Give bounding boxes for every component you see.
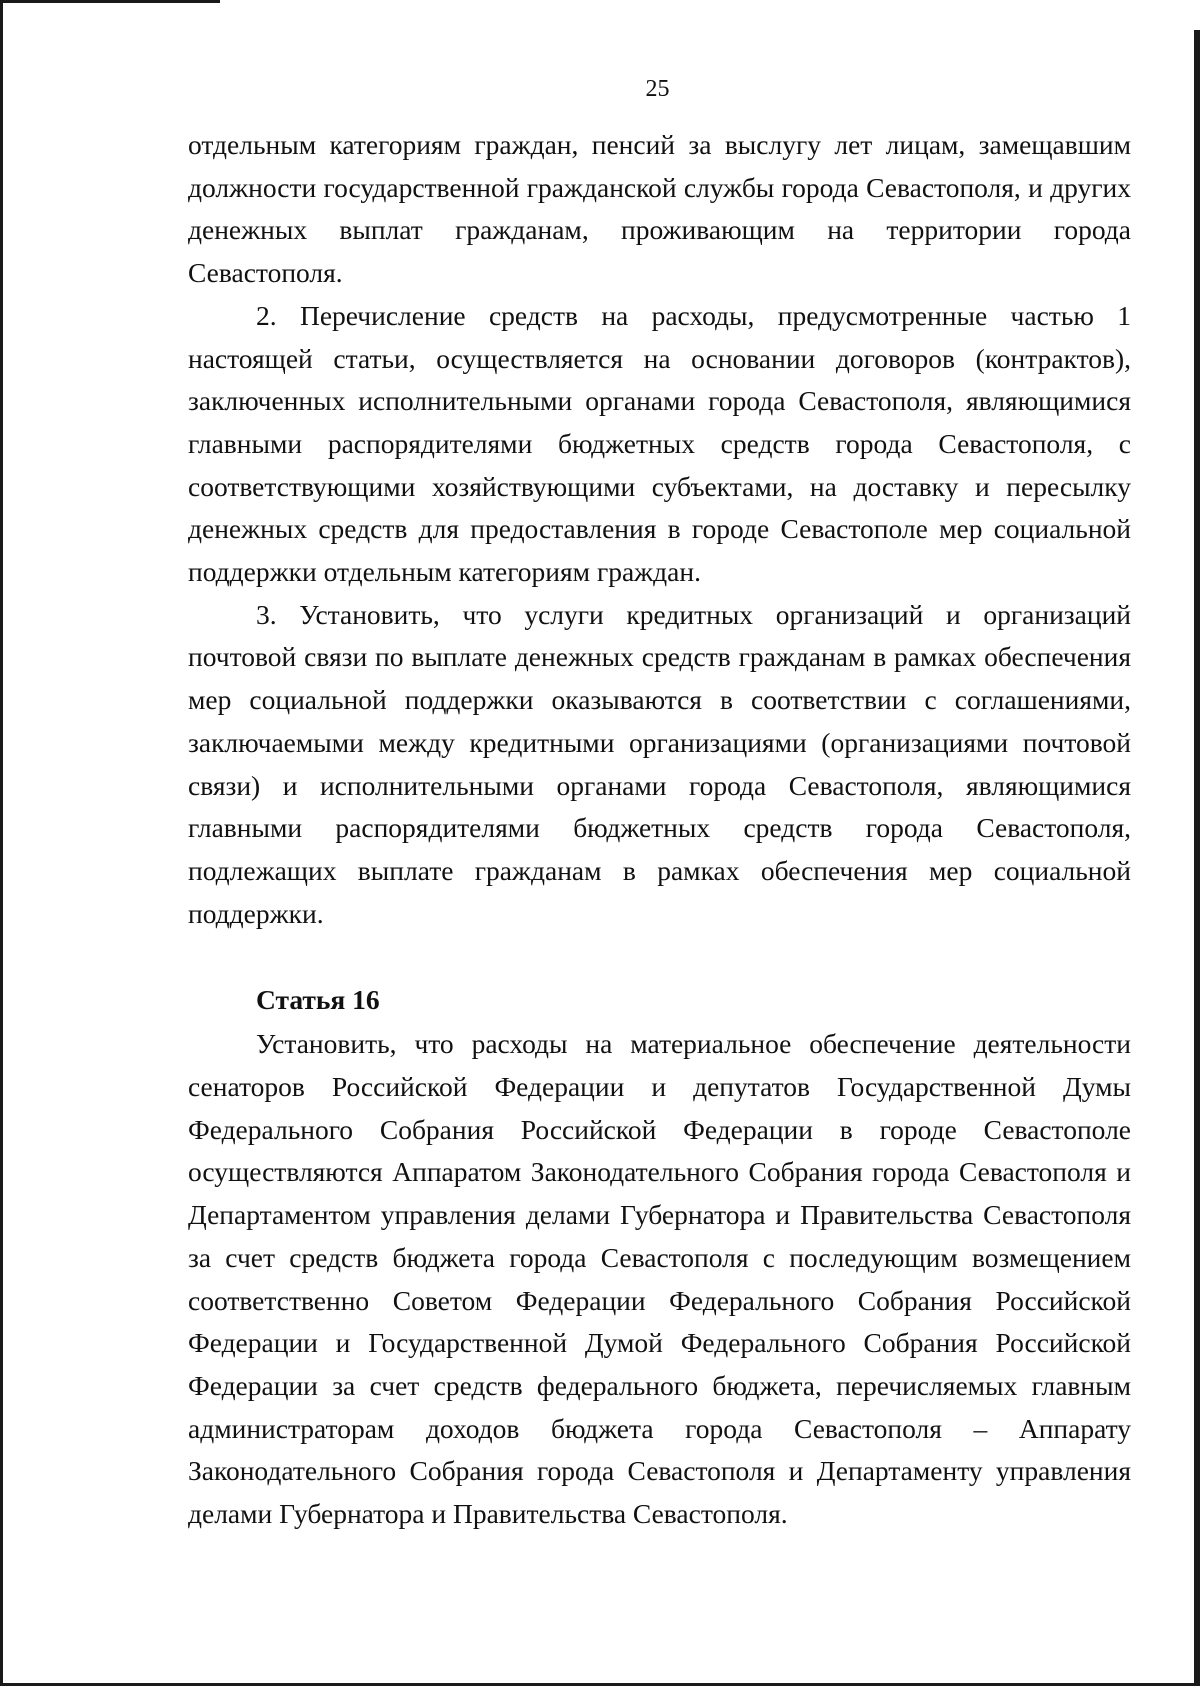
scan-border-left bbox=[0, 0, 3, 1686]
article-16-paragraph: Установить, что расходы на материальное обеспечение деятельности сенаторов Российской Федерации и депутатов Государственной Думы Федерального Собрания Российской Федерации в городе Севастополе осуществляются Аппаратом Законодательного Собрания города Севастополя и Департаментом управления делами Губернатора и Правительства Севастополя за счет средств бюджета города Севастополя с последующим возмещением соответственно Советом Федерации Федерального Собрания Российской Федерации и Государственной Думой Федерального Собрания Российской Федерации за счет средств федерального бюджета, перечисляемых главным администраторам доходов бюджета города Севастополя – Аппарату Законодательного Собрания города Севастополя и Департаменту управления делами Губернатора и Правительства Севастополя. bbox=[188, 1028, 1131, 1530]
paragraph-2: 2. Перечисление средств на расходы, предусмотренные частью 1 настоящей статьи, осуществляется на основании договоров (контрактов), заключенных исполнительными органами города Севастополя, являющимися главными распорядителями бюджетных средств города Севастополя, с соответствующими хозяйствующими субъектами, на доставку и пересылку денежных средств для предоставления в городе Севастополе мер социальной поддержки отдельным категориям граждан. bbox=[188, 299, 1131, 588]
scan-border-right bbox=[1194, 30, 1200, 1686]
paragraph-3: 3. Установить, что услуги кредитных организаций и организаций почтовой связи по выплате денежных средств гражданам в рамках обеспечения мер социальной поддержки оказываются в соответствии с соглашениями, заключаемыми между кредитными организациями (организациями почтовой связи) и исполнительными органами города Севастополя, являющимися главными распорядителями бюджетных средств города Севастополя, подлежащих выплате гражданам в рамках обеспечения мер социальной поддержки. bbox=[188, 598, 1131, 929]
document-body bbox=[188, 124, 1131, 1536]
page-number: 25 bbox=[645, 76, 670, 102]
scan-border-top bbox=[0, 0, 220, 3]
article-heading: Статья 16 bbox=[256, 984, 380, 1016]
continued-paragraph: отдельным категориям граждан, пенсий за выслугу лет лицам, замещавшим должности государственной гражданской службы города Севастополя, и других денежных выплат гражданам, проживающим на территории города Севастополя. bbox=[188, 129, 1131, 289]
